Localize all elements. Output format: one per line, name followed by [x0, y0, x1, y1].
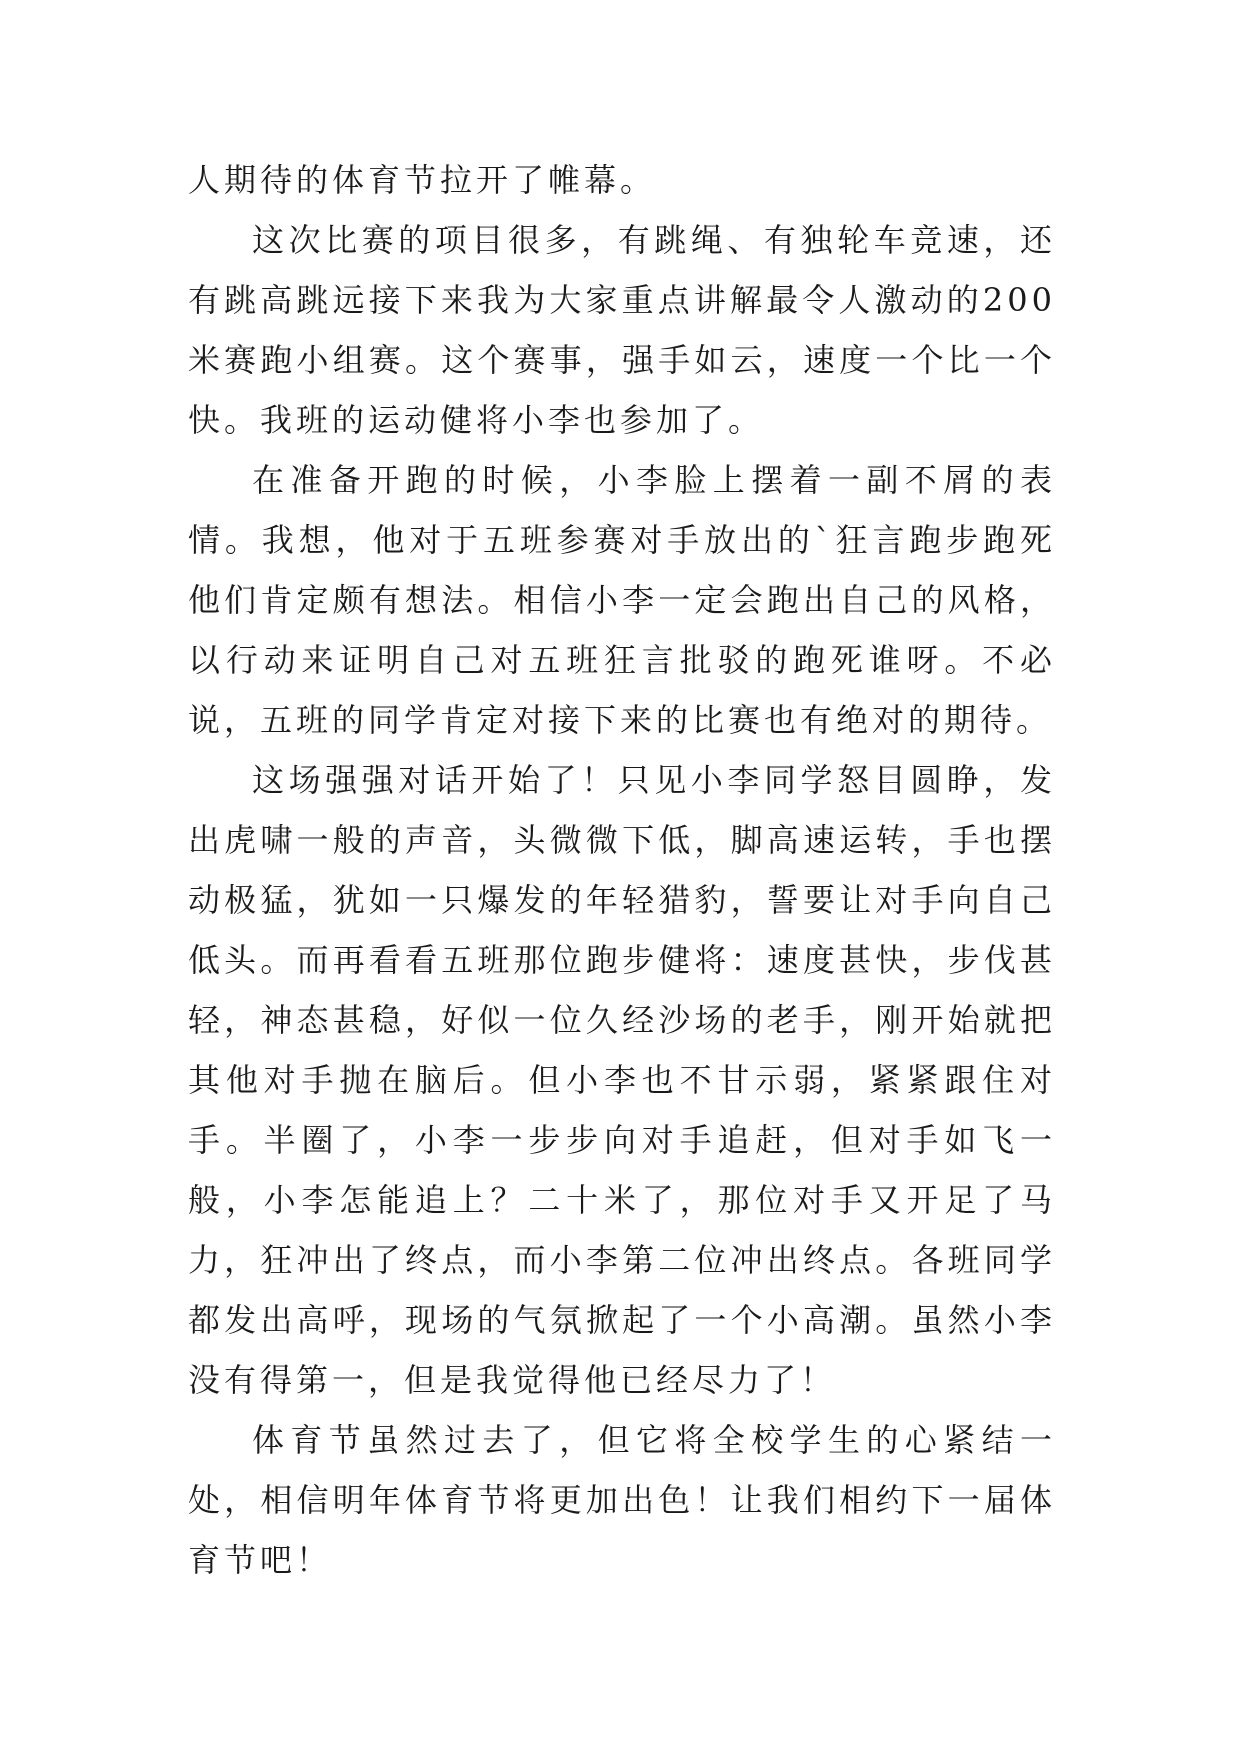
essay-body: [188, 150, 1056, 1590]
paragraph-1: 人期待的体育节拉开了帷幕。: [188, 161, 657, 199]
paragraph-2: 这次比赛的项目很多，有跳绳、有独轮车竞速，还有跳高跳远接下来我为大家重点讲解最令人激动的200米赛跑小组赛。这个赛事，强手如云，速度一个比一个快。我班的运动健将小李也参加了。: [188, 221, 1056, 439]
paragraph-4: 这场强强对话开始了！只见小李同学怒目圆睁，发出虎啸一般的声音，头微微下低，脚高速运转，手也摆动极猛，犹如一只爆发的年轻猎豹，誓要让对手向自己低头。而再看看五班那位跑步健将：速度甚快，步伐甚轻，神态甚稳，好似一位久经沙场的老手，刚开始就把其他对手抛在脑后。但小李也不甘示弱，紧紧跟住对手。半圈了，小李一步步向对手追赶，但对手如飞一般，小李怎能追上？二十米了，那位对手又开足了马力，狂冲出了终点，而小李第二位冲出终点。各班同学都发出高呼，现场的气氛掀起了一个小高潮。虽然小李没有得第一，但是我觉得他已经尽力了！: [188, 761, 1056, 1399]
paragraph-3: 在准备开跑的时候，小李脸上摆着一副不屑的表情。我想，他对于五班参赛对手放出的`狂言跑步跑死他们肯定颇有想法。相信小李一定会跑出自己的风格，以行动来证明自己对五班狂言批驳的跑死谁呀。不必说，五班的同学肯定对接下来的比赛也有绝对的期待。: [188, 461, 1056, 739]
paragraph-5: 体育节虽然过去了，但它将全校学生的心紧结一处，相信明年体育节将更加出色！让我们相约下一届体育节吧！: [188, 1421, 1056, 1579]
